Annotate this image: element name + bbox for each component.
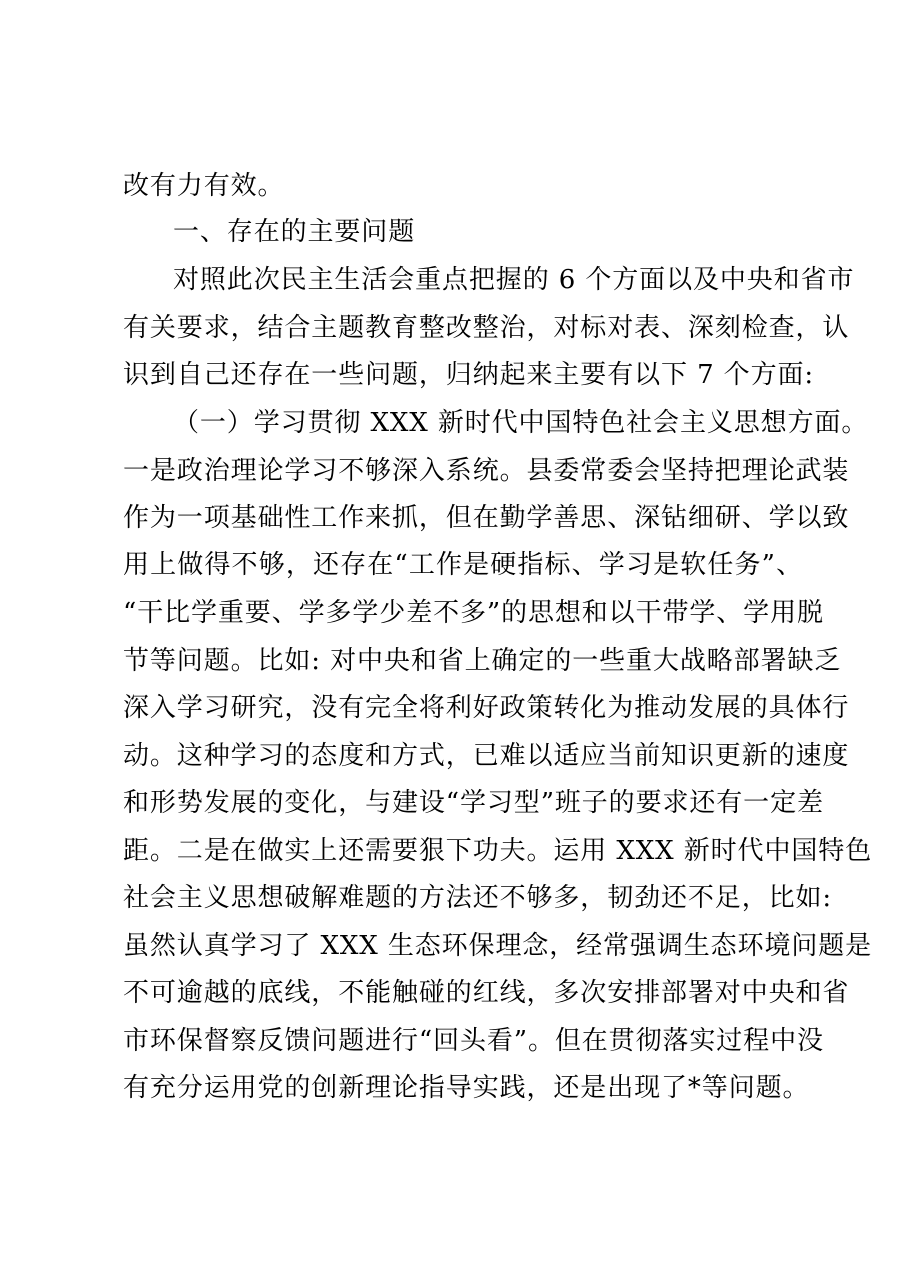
text-line-11: 节等问题。比如: 对中央和省上确定的一些重大战略部署缺乏 [123, 646, 842, 676]
text-line-4: 有关要求，结合主题教育整改整治，对标对表、深刻检查，认 [123, 313, 850, 343]
text-line-16: 社会主义思想破解难题的方法还不够多，韧劲还不足，比如: [123, 883, 833, 913]
text-line-15: 距。二是在做实上还需要狠下功夫。运用 XXX 新时代中国特色 [123, 836, 873, 866]
text-line-9: 用上做得不够，还存在“工作是硬指标、学习是软任务”、 [123, 550, 803, 580]
text-line-13: 动。这种学习的态度和方式，已难以适应当前知识更新的速度 [123, 741, 850, 771]
text-line-8: 作为一项基础性工作来抓，但在勤学善思、深钻细研、学以致 [123, 503, 850, 533]
text-line-14: 和形势发展的变化，与建设“学习型”班子的要求还有一定差 [123, 788, 824, 818]
subsection-heading: （一）学习贯彻 XXX 新时代中国特色社会主义思想方面。 [173, 408, 869, 438]
text-line-20: 有充分运用党的创新理论指导实践，还是出现了*等问题。 [123, 1073, 810, 1103]
text-line-10: “干比学重要、学多学少差不多”的思想和以干带学、学用脱 [123, 598, 824, 628]
text-line-1: 改有力有效。 [123, 171, 285, 201]
section-heading: 一、存在的主要问题 [173, 217, 416, 247]
text-line-17: 虽然认真学习了 XXX 生态环保理念，经常强调生态环境问题是 [123, 931, 873, 961]
text-line-18: 不可逾越的底线，不能触碰的红线，多次安排部署对中央和省 [123, 978, 850, 1008]
text-line-3: 对照此次民主生活会重点把握的 6 个方面以及中央和省市 [173, 265, 855, 295]
text-line-12: 深入学习研究，没有完全将利好政策转化为推动发展的具体行 [123, 693, 850, 723]
text-line-19: 市环保督察反馈问题进行“回头看”。但在贯彻落实过程中没 [123, 1026, 824, 1056]
text-line-5: 识到自己还存在一些问题，归纳起来主要有以下 7 个方面: [123, 360, 815, 390]
text-line-7: 一是政治理论学习不够深入系统。县委常委会坚持把理论武装 [123, 456, 850, 486]
